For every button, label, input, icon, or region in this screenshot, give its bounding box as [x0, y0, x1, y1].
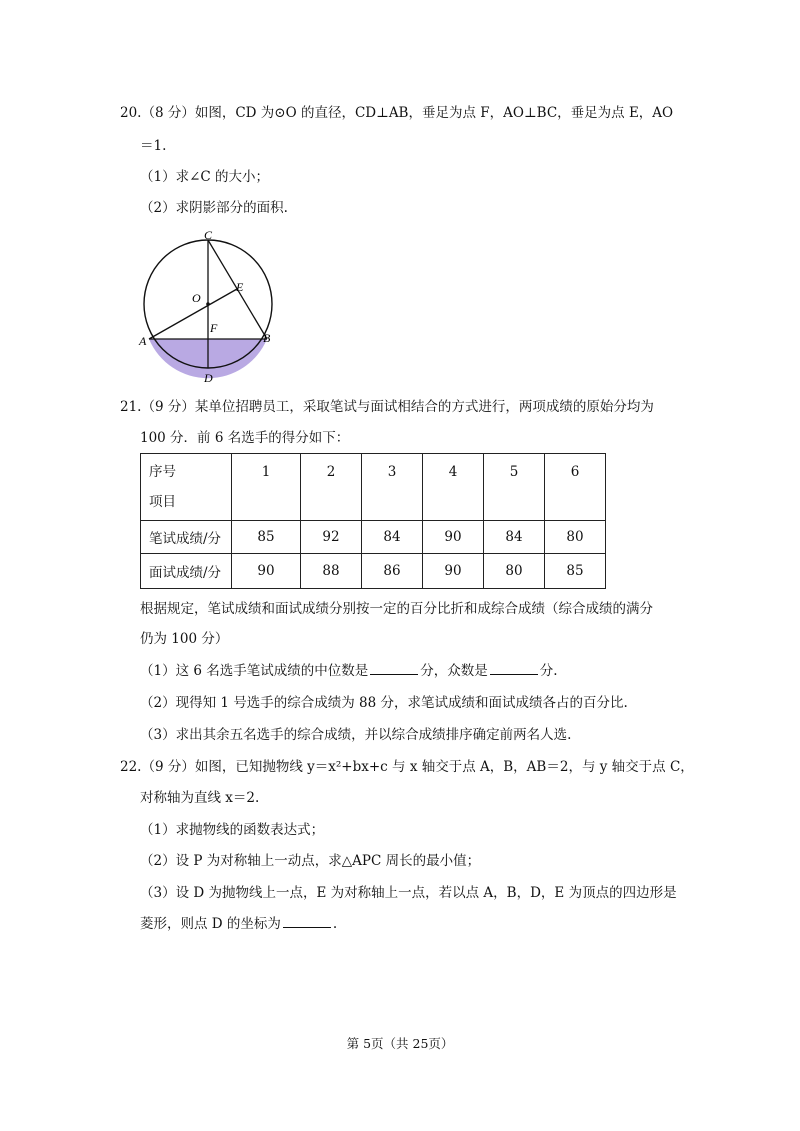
q21-stem-line2: 100 分．前 6 名选手的得分如下： — [140, 430, 350, 446]
q20-part2: （2）求阴影部分的面积. — [140, 200, 288, 216]
q22-part2: （2）设 P 为对称轴上一动点，求△APC 周长的最小值； — [140, 853, 481, 869]
q22-stem-line2: 对称轴为直线 x＝2. — [140, 790, 260, 806]
column-header: 5 — [484, 454, 545, 521]
q21-part1-text-b: 分，众数是 — [420, 663, 488, 679]
label-f: F — [210, 321, 218, 335]
table-cell: 80 — [545, 521, 606, 554]
q22-part3-line2 — [140, 915, 337, 933]
table-cell: 85 — [545, 554, 606, 589]
table-cell: 90 — [232, 554, 301, 589]
row-label: 笔试成绩/分 — [141, 521, 232, 554]
scores-table — [140, 453, 606, 589]
row-label: 面试成绩/分 — [141, 554, 232, 589]
label-b: B — [263, 331, 271, 345]
q22-part3-text-c: . — [332, 916, 338, 932]
page-footer: 第 5页（共 25页） — [346, 1036, 454, 1051]
q22-part3-text-b: 菱形，则点 D 的坐标为 — [140, 916, 281, 932]
q22-stem-line1: 22.（9 分）如图，已知抛物线 y＝x²+bx+c 与 x 轴交于点 A，B，AB＝2，与 y 轴交于点 C， — [120, 759, 694, 775]
table-header-row — [141, 454, 606, 521]
q21-rule-line1: 根据规定，笔试成绩和面试成绩分别按一定的百分比折和成综合成绩（综合成绩的满分 — [140, 601, 653, 617]
label-d: D — [204, 371, 213, 385]
center-point — [206, 302, 210, 306]
label-o: O — [192, 291, 201, 305]
label-c: C — [204, 228, 213, 242]
table-cell: 85 — [232, 521, 301, 554]
label-e: E — [236, 280, 244, 294]
q21-stem-line1: 21.（9 分）某单位招聘员工，采取笔试与面试相结合的方式进行，两项成绩的原始分均为 — [120, 399, 654, 415]
q20-part1: （1）求∠C 的大小； — [140, 169, 270, 185]
column-header: 3 — [362, 454, 423, 521]
column-header: 4 — [423, 454, 484, 521]
table-cell: 84 — [362, 521, 423, 554]
q21-part1-text-c: 分. — [539, 663, 558, 679]
q20-stem-line1: 20.（8 分）如图，CD 为⊙O 的直径，CD⊥AB，垂足为点 F，AO⊥BC，垂足为点 E，AO — [120, 105, 674, 121]
q22-part3: （3）设 D 为抛物线上一点，E 为对称轴上一点，若以点 A，B，D，E 为顶点的四边形是 — [140, 885, 677, 901]
column-header: 2 — [301, 454, 362, 521]
table-row — [141, 521, 606, 554]
q21-part1 — [140, 662, 558, 680]
header-top-label: 序号 — [149, 464, 176, 480]
table-cell: 90 — [423, 554, 484, 589]
table-row — [141, 554, 606, 589]
table-cell: 92 — [301, 521, 362, 554]
answer-blank-median[interactable] — [370, 662, 418, 675]
table-cell: 84 — [484, 521, 545, 554]
label-a: A — [139, 334, 147, 348]
header-corner-cell — [141, 454, 232, 521]
header-bottom-label: 项目 — [149, 494, 176, 510]
q21-part1-text-a: （1）这 6 名选手笔试成绩的中位数是 — [140, 663, 369, 679]
table-cell: 86 — [362, 554, 423, 589]
table-cell: 88 — [301, 554, 362, 589]
column-header: 1 — [232, 454, 301, 521]
q20-stem-line2: ＝1. — [140, 138, 167, 154]
q21-part2: （2）现得知 1 号选手的综合成绩为 88 分，求笔试成绩和面试成绩各占的百分比. — [140, 695, 628, 711]
table-cell: 90 — [423, 521, 484, 554]
q21-part3: （3）求出其余五名选手的综合成绩，并以综合成绩排序确定前两名人选. — [140, 727, 572, 743]
q22-part1: （1）求抛物线的函数表达式； — [140, 822, 325, 838]
q21-rule-line2: 仍为 100 分） — [140, 631, 229, 647]
table-cell: 80 — [484, 554, 545, 589]
column-header: 6 — [545, 454, 606, 521]
answer-blank-point-d[interactable] — [283, 915, 331, 928]
answer-blank-mode[interactable] — [490, 662, 538, 675]
circle-figure — [134, 228, 284, 388]
